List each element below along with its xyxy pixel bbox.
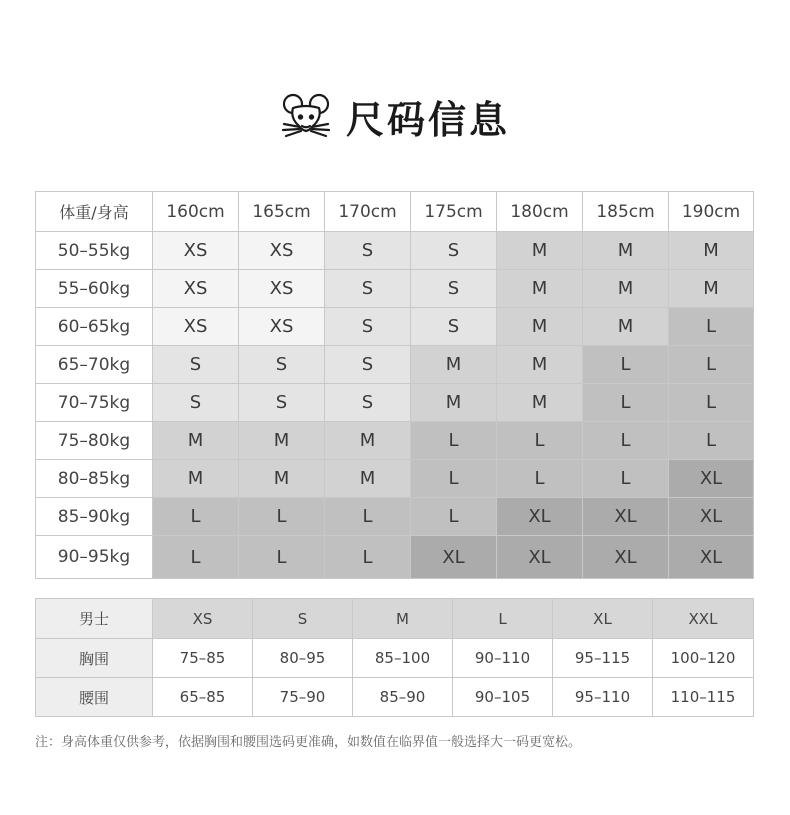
table-row [36,422,754,460]
size-cell: M [583,232,669,270]
height-header: 165cm [239,192,325,232]
size-cell: M [669,270,754,308]
mouse-head-icon [280,90,332,142]
waist-label: 腰围 [36,678,153,717]
men-table-header-row [36,599,754,639]
measurement-cell: 90–110 [453,639,553,678]
size-cell: S [411,270,497,308]
height-header: 175cm [411,192,497,232]
size-cell: XL [497,536,583,579]
size-cell: S [325,232,411,270]
table-row [36,270,754,308]
size-table [35,191,754,579]
table-row [36,498,754,536]
table-row [36,460,754,498]
size-cell: M [497,384,583,422]
page-header [0,86,790,146]
size-cell: XL [669,498,754,536]
table-row [36,678,754,717]
men-label: 男士 [36,599,153,639]
corner-label: 体重/身高 [36,192,153,232]
size-cell: L [153,498,239,536]
size-cell: L [325,498,411,536]
size-cell: M [411,384,497,422]
size-cell: M [583,308,669,346]
measurement-cell: 95–115 [553,639,653,678]
weight-label: 60–65kg [36,308,153,346]
size-header: M [353,599,453,639]
size-cell: S [411,232,497,270]
measurement-cell: 80–95 [253,639,353,678]
size-cell: M [411,346,497,384]
size-cell: XS [153,308,239,346]
size-cell: M [583,270,669,308]
size-cell: XS [153,232,239,270]
size-header: XL [553,599,653,639]
weight-label: 80–85kg [36,460,153,498]
measurement-cell: 65–85 [153,678,253,717]
table-row [36,232,754,270]
size-cell: L [669,308,754,346]
size-cell: S [325,346,411,384]
size-cell: M [497,232,583,270]
table-row [36,346,754,384]
size-cell: S [239,346,325,384]
measurement-cell: 95–110 [553,678,653,717]
weight-label: 75–80kg [36,422,153,460]
height-header: 160cm [153,192,239,232]
weight-label: 85–90kg [36,498,153,536]
measurement-cell: 90–105 [453,678,553,717]
size-cell: L [583,422,669,460]
size-table-header-row [36,192,754,232]
weight-label: 50–55kg [36,232,153,270]
measurement-cell: 110–115 [653,678,754,717]
size-cell: S [153,346,239,384]
footnote: 注：身高体重仅供参考，依据胸围和腰围选码更准确，如数值在临界值一般选择大一码更宽松。 [35,735,582,750]
size-cell: S [239,384,325,422]
size-header: XXL [653,599,754,639]
size-cell: S [325,308,411,346]
size-cell: S [153,384,239,422]
size-cell: L [153,536,239,579]
size-cell: XL [497,498,583,536]
size-cell: L [669,422,754,460]
size-cell: L [325,536,411,579]
size-cell: S [325,384,411,422]
size-cell: XS [239,308,325,346]
size-cell: L [669,384,754,422]
size-cell: L [583,460,669,498]
size-cell: M [497,270,583,308]
size-cell: L [239,536,325,579]
size-cell: XS [239,270,325,308]
height-header: 180cm [497,192,583,232]
size-cell: M [239,422,325,460]
size-cell: L [583,346,669,384]
size-cell: L [669,346,754,384]
table-row [36,384,754,422]
size-header: S [253,599,353,639]
measurement-cell: 85–100 [353,639,453,678]
size-header: XS [153,599,253,639]
size-cell: XL [669,536,754,579]
size-cell: M [669,232,754,270]
height-header: 190cm [669,192,754,232]
measurement-cell: 75–85 [153,639,253,678]
weight-label: 90–95kg [36,536,153,579]
measurement-cell: 100–120 [653,639,754,678]
table-row [36,308,754,346]
size-cell: M [497,308,583,346]
size-cell: L [239,498,325,536]
weight-label: 65–70kg [36,346,153,384]
height-header: 170cm [325,192,411,232]
size-cell: M [325,460,411,498]
size-cell: M [239,460,325,498]
table-row [36,639,754,678]
size-header: L [453,599,553,639]
size-cell: M [153,422,239,460]
size-cell: M [497,346,583,384]
size-cell: XL [669,460,754,498]
table-row [36,536,754,579]
measurement-cell: 85–90 [353,678,453,717]
size-cell: L [411,422,497,460]
weight-label: 70–75kg [36,384,153,422]
size-cell: S [411,308,497,346]
men-measurement-table [35,598,754,717]
size-cell: XS [239,232,325,270]
size-cell: XS [153,270,239,308]
size-cell: XL [411,536,497,579]
chest-label: 胸围 [36,639,153,678]
size-cell: S [325,270,411,308]
size-cell: XL [583,536,669,579]
size-cell: M [325,422,411,460]
size-cell: L [497,460,583,498]
size-cell: L [411,498,497,536]
page-title: 尺码信息 [345,97,510,142]
height-header: 185cm [583,192,669,232]
size-cell: L [411,460,497,498]
size-cell: M [153,460,239,498]
size-cell: XL [583,498,669,536]
measurement-cell: 75–90 [253,678,353,717]
size-cell: L [497,422,583,460]
size-cell: L [583,384,669,422]
weight-label: 55–60kg [36,270,153,308]
